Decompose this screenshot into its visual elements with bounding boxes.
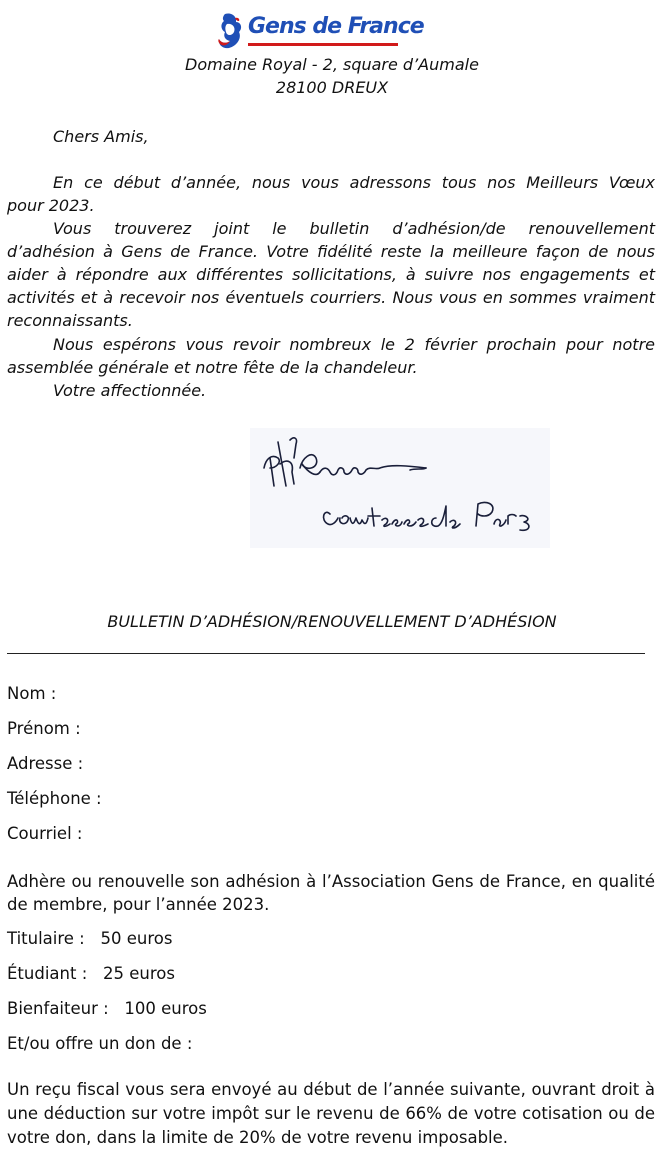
bienfaiteur-option: Bienfaiteur : 100 euros [7, 999, 207, 1018]
don-label: Et/ou offre un don de : [7, 1034, 193, 1053]
rooster-logo-icon [215, 12, 245, 50]
address-line-2: 28100 DREUX [275, 78, 389, 97]
logo-wordmark: Gens de France [248, 14, 424, 39]
tax-receipt-line: une déduction sur votre impôt sur le revenu de 66% de votre cotisation ou de [7, 1104, 655, 1123]
tax-receipt-line: Un reçu fiscal vous sera envoyé au début de l’année suivante, ouvrant droit à [7, 1080, 655, 1099]
closing: Votre affectionnée. [53, 381, 207, 400]
tax-receipt-line: votre don, dans la limite de 20% de votre revenu imposable. [7, 1128, 509, 1147]
greeting: Chers Amis, [53, 127, 149, 146]
titulaire-option: Titulaire : 50 euros [7, 929, 173, 948]
logo-underline [248, 43, 398, 46]
letter-paragraph-1-line: pour 2023. [7, 196, 95, 215]
letter-paragraph-3-line: Nous espérons vous revoir nombreux le 2 février prochain pour notre [53, 335, 655, 354]
letter-paragraph-2-line: Vous trouverez joint le bulletin d’adhésion/de renouvellement [53, 219, 655, 238]
field-nom-label: Nom : [7, 684, 57, 703]
adhesion-statement-line: Adhère ou renouvelle son adhésion à l’Association Gens de France, en qualité [7, 872, 655, 891]
etudiant-option: Étudiant : 25 euros [7, 964, 175, 983]
letter-paragraph-2-line: d’adhésion à Gens de France. Votre fidélité reste la meilleure façon de nous [7, 242, 655, 261]
letter-paragraph-2-line: aider à répondre aux différentes sollicitations, à suivre nos engagements et [7, 265, 655, 284]
letter-paragraph-2-line: reconnaissants. [7, 311, 133, 330]
field-courriel-label: Courriel : [7, 824, 83, 843]
gens-de-france-logo [215, 10, 424, 50]
field-adresse-label: Adresse : [7, 754, 84, 773]
bulletin-title: BULLETIN D’ADHÉSION/RENOUVELLEMENT D’ADHÉSION [107, 612, 557, 631]
handwritten-signature [250, 428, 550, 548]
address-line-1: Domaine Royal - 2, square d’Aumale [185, 55, 479, 74]
field-telephone-label: Téléphone : [7, 789, 102, 808]
letter-paragraph-2-line: activités et à recevoir nos éventuels courriers. Nous vous en sommes vraiment [7, 288, 655, 307]
letter-paragraph-1-line: En ce début d’année, nous vous adressons tous nos Meilleurs Vœux [53, 173, 655, 192]
field-prenom-label: Prénom : [7, 719, 81, 738]
adhesion-statement-line: de membre, pour l’année 2023. [7, 895, 270, 914]
letter-paragraph-3-line: assemblée générale et notre fête de la chandeleur. [7, 358, 418, 377]
section-divider [7, 653, 645, 654]
